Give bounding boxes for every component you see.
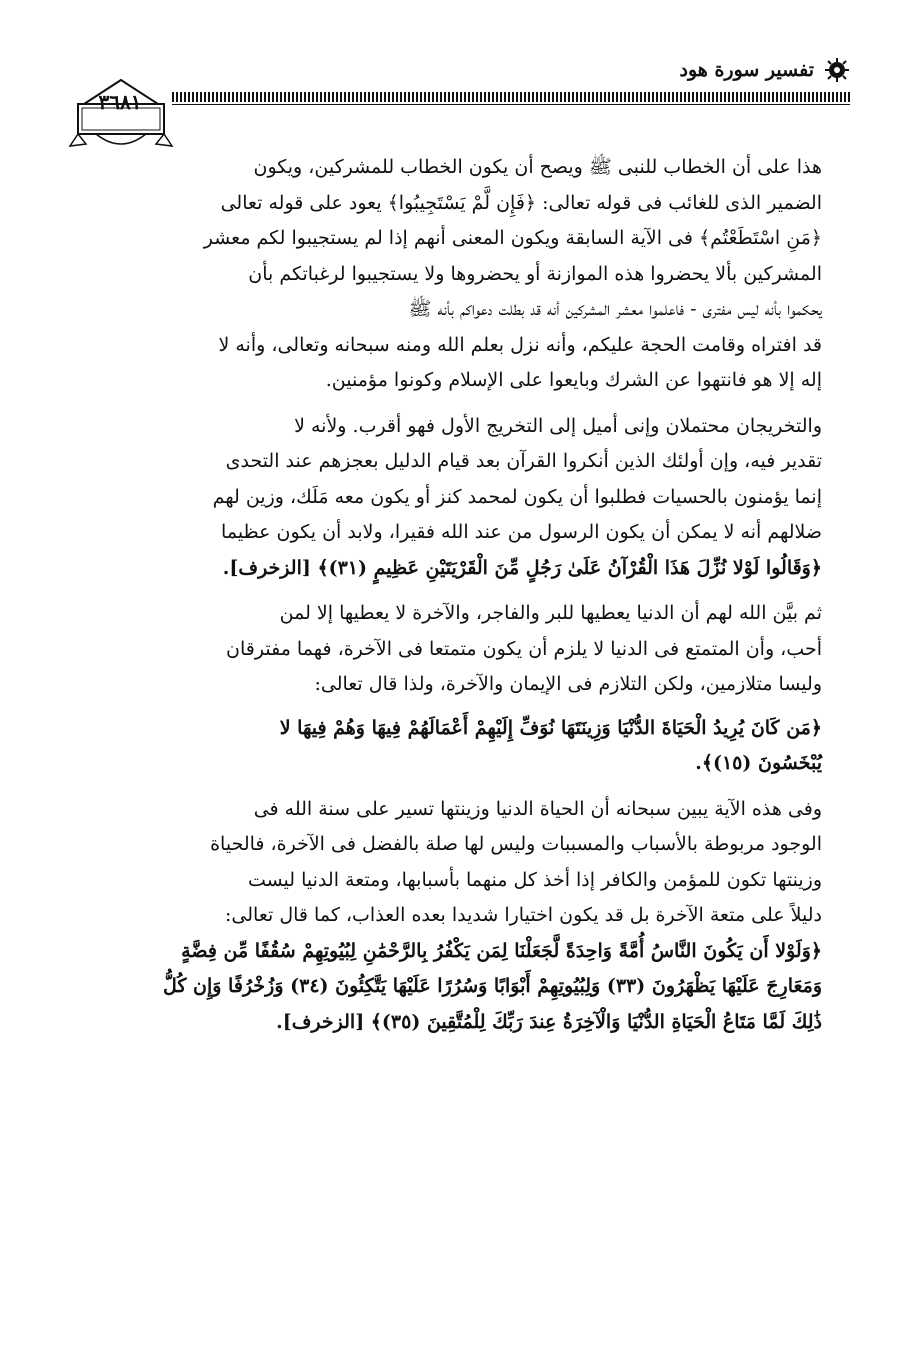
text-line: ثم بيَّن الله لهم أن الدنيا يعطيها للبر والفاجر، والآخرة لا يعطيها إلا لمن	[279, 602, 822, 624]
running-title: تفسير سورة هود	[679, 59, 814, 81]
quran-verse-line: ﴿وَقَالُوا لَوْلا نُزِّلَ هَذَا الْقُرْآنُ عَلَىٰ رَجُلٍ مِّنَ الْقَرْيَتَيْنِ عَظِيمٍ (٣١)﴾ [الزخرف].	[222, 556, 822, 579]
paragraph	[92, 792, 822, 1041]
header-rule	[172, 92, 850, 102]
page-header	[60, 40, 850, 150]
text-line: والتخريجان محتملان وإنى أميل إلى التخريج الأول فهو أقرب. ولأنه لا	[294, 414, 822, 437]
text-line: المشركين بألا يحضروا هذه الموازنة أو يحضروها ولا يستجيبوا لرغباتكم بأن	[248, 262, 822, 285]
paragraph	[92, 409, 822, 587]
text-line: ﴿مَنِ اسْتَطَعْتُم﴾ فى الآية السابقة ويكون المعنى أنهم إذا لم يستجيبوا لكم معشر	[203, 227, 822, 249]
text-line: هذا على أن الخطاب للنبى ﷺ ويصح أن يكون الخطاب للمشركين، ويكون	[253, 156, 822, 178]
text-line: يحكموا بأنه ليس مفترى - فاعلموا معشر المشركين أنه قد بطلت دعواكم بأنه ﷺ	[408, 298, 822, 320]
quran-verse-line: ﴿مَن كَانَ يُرِيدُ الْحَيَاةَ الدُّنْيَا وَزِينَتَهَا نُوَفِّ إِلَيْهِمْ أَعْمَالَهُمْ فِيهَا وَهُمْ فِيهَا لا	[279, 716, 822, 739]
paragraph	[92, 150, 822, 399]
quran-verse-block	[92, 711, 822, 782]
text-line: دليلاً على متعة الآخرة بل قد يكون اختيارا شديدا بعده العذاب، كما قال تعالى:	[225, 904, 822, 926]
body-text	[92, 150, 822, 1040]
text-line: الضمير الذى للغائب فى قوله تعالى: ﴿فَإِن لَّمْ يَسْتَجِيبُوا﴾ يعود على قوله تعالى	[220, 191, 822, 214]
text-line: إنما يؤمنون بالحسيات فطلبوا أن يكون لمحمد كنز أو يكون معه مَلَك، وزين لهم	[212, 485, 822, 508]
text-line: الوجود مربوطة بالأسباب والمسببات وليس لها صلة بالفضل فى الآخرة، فالحياة	[210, 833, 822, 855]
quran-verse-line: ﴿وَلَوْلا أَن يَكُونَ النَّاسُ أُمَّةً وَاحِدَةً لَّجَعَلْنَا لِمَن يَكْفُرُ بِالرَّحْمَٰنِ لِبُيُوتِهِمْ سُقُفًا مِّن فِضَّةٍ	[181, 939, 822, 962]
quran-verse-line: وَمَعَارِجَ عَلَيْهَا يَظْهَرُونَ (٣٣) وَلِبُيُوتِهِمْ أَبْوَابًا وَسُرُرًا عَلَيْهَا يَتَّكِئُونَ (٣٤) وَزُخْرُفًا وَإِن كُلُّ	[162, 975, 822, 997]
text-line: إله إلا هو فانتهوا عن الشرك وبايعوا على الإسلام وكونوا مؤمنين.	[325, 369, 822, 391]
text-line: تقدير فيه، وإن أولئك الذين أنكروا القرآن بعد قيام الدليل بعجزهم عند التحدى	[225, 450, 822, 472]
page-number-frame	[66, 64, 176, 164]
text-line: أحب، وأن المتمتع فى الدنيا لا يلزم أن يكون متمتعا فى الآخرة، فهما مفترقان	[226, 637, 822, 660]
quran-verse-line: يُبْخَسُونَ (١٥)﴾.	[695, 752, 822, 774]
text-line: وزينتها تكون للمؤمن والكافر إذا أخذ كل منهما بأسبابها، ومتعة الدنيا ليست	[247, 868, 822, 891]
text-line: ضلالهم أنه لا يمكن أن يكون الرسول من عند الله فقيرا، ولابد أن يكون عظيما	[221, 521, 822, 543]
text-line: وفى هذه الآية يبين سبحانه أن الحياة الدنيا وزينتها تسير على سنة الله فى	[253, 797, 822, 820]
text-line: وليسا متلازمين، ولكن التلازم فى الإيمان والآخرة، ولذا قال تعالى:	[314, 673, 822, 695]
header-title-row	[680, 50, 850, 90]
quran-verse-line: ذَٰلِكَ لَمَّا مَتَاعُ الْحَيَاةِ الدُّنْيَا وَالْآخِرَةُ عِندَ رَبِّكَ لِلْمُتَّقِينَ (٣٥)﴾ [الزخرف].	[276, 1010, 822, 1033]
paragraph	[92, 596, 822, 703]
page-number: ٣٦٨١	[98, 90, 142, 114]
ornament-icon	[824, 57, 850, 83]
text-line: قد افتراه وقامت الحجة عليكم، وأنه نزل بعلم الله ومنه سبحانه وتعالى، وأنه لا	[218, 333, 822, 356]
